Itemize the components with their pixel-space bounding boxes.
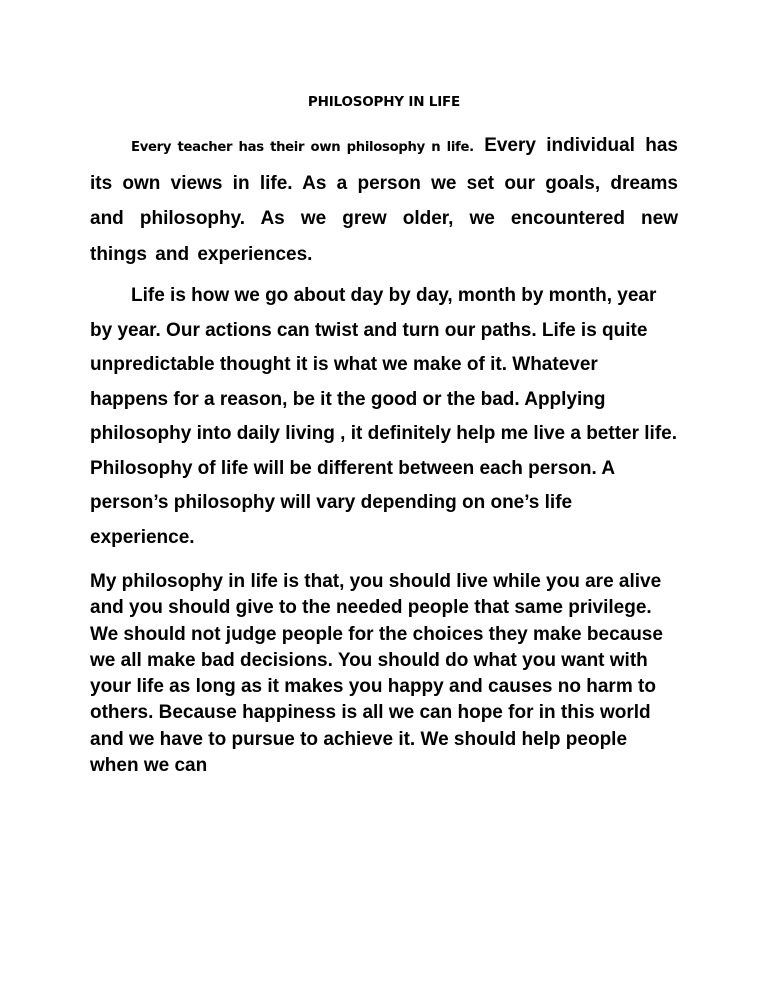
document-title: PHILOSOPHY IN LIFE xyxy=(307,94,461,110)
paragraph-1-body: Every individual has its own views in life. As a person we set our goals, dreams and philosophy. As we grew older, we encountered new things and experiences. xyxy=(90,135,678,265)
paragraph-3: My philosophy in life is that, you should live while you are alive and you should give to the needed people that same privilege. We should not judge people for the choices they make because we all make bad decisions. You should do what you want with your life as long as it makes you happy and causes no harm to others. Because happiness is all we can hope for in this world and we have to pursue to achieve it. We should help people when we can xyxy=(90,571,663,777)
paragraph-2: Life is how we go about day by day, month by month, year by year. Our actions can twist and turn our paths. Life is quite unpredictable thought it is what we make of it. Whatever happens for a reason, be it the good or the bad. Applying philosophy into daily living , it definitely help me live a better life. Philosophy of life will be different between each person. A person’s philosophy will vary depending on one’s life experience. xyxy=(90,285,677,548)
paragraph-1 xyxy=(90,128,678,272)
paragraph-1-lead: Every teacher has their own philosophy n life. xyxy=(131,140,474,155)
